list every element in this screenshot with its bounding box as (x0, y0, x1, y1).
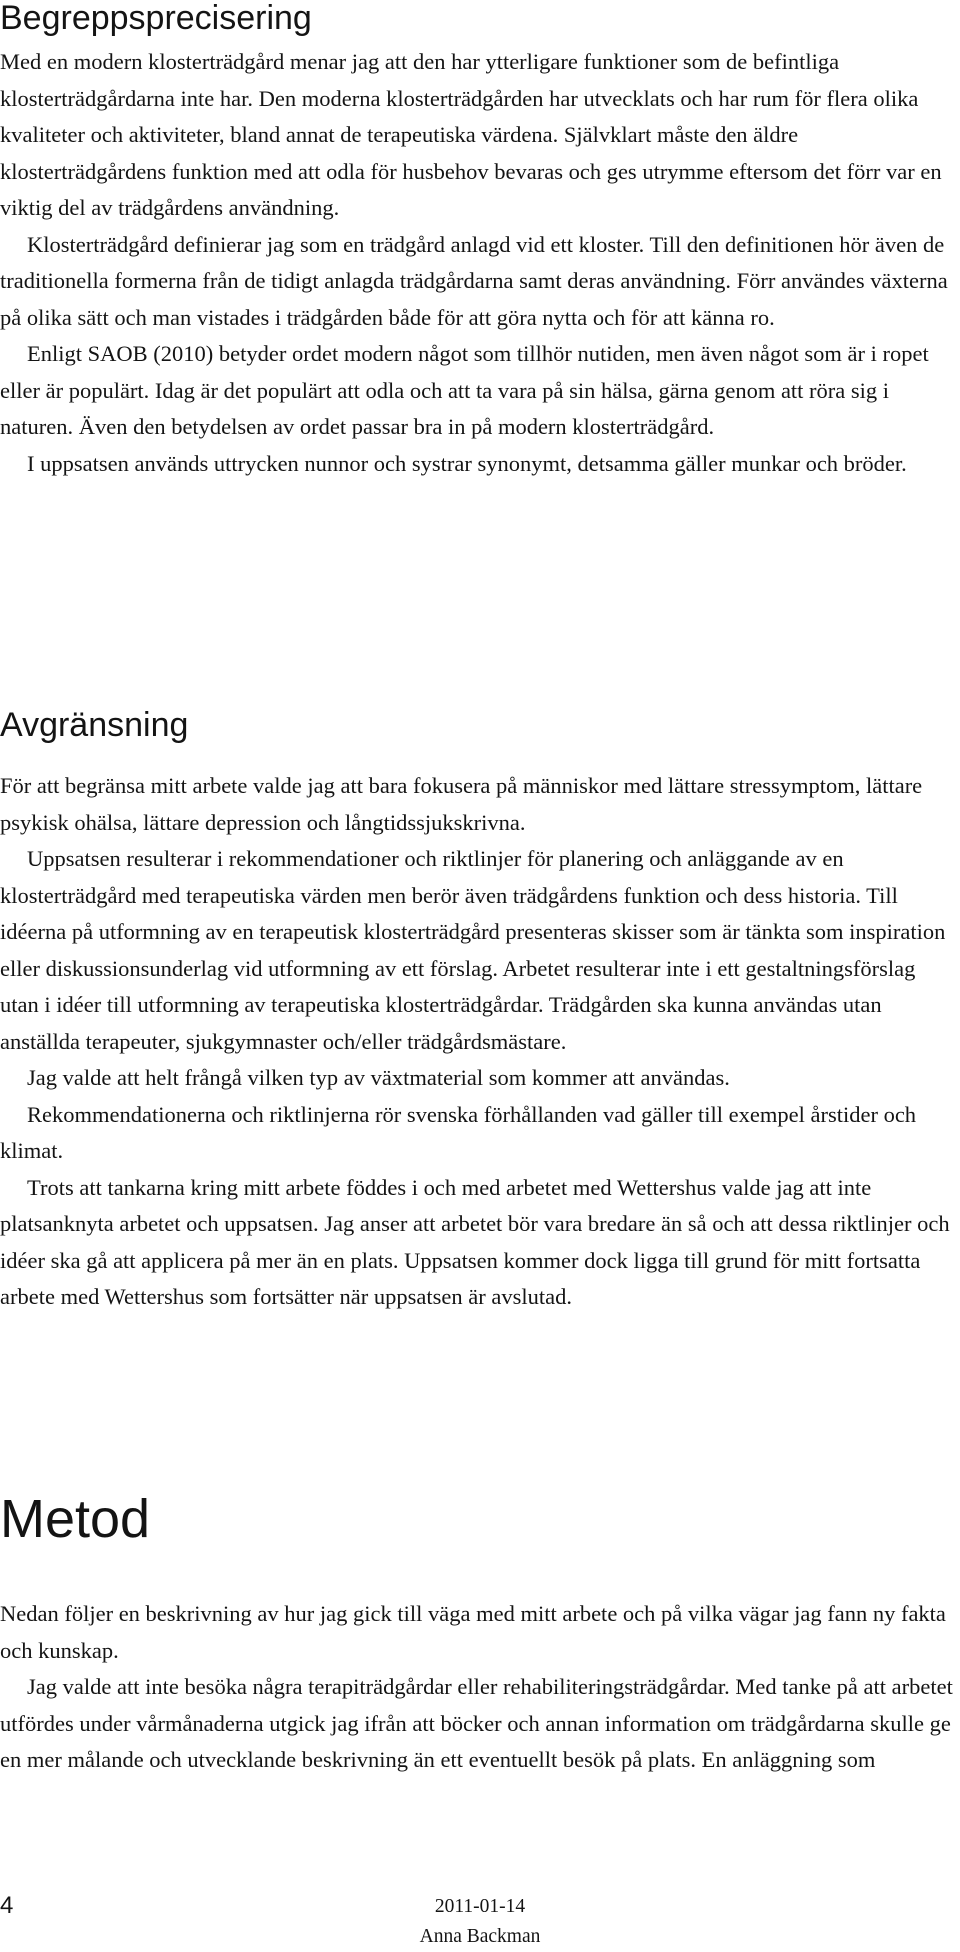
paragraph: I uppsatsen används uttrycken nunnor och systrar synonymt, detsamma gäller munkar och bröder. (27, 450, 907, 476)
paragraph: Trots att tankarna kring mitt arbete föddes i och med arbetet med Wettershus valde jag att inte platsanknyta arbetet och uppsatsen. Jag anser att arbetet bör vara bredare än så och att dessa riktlinjer och idéer ska gå att applicera på mer än en plats. Uppsatsen kommer dock ligga till grund för mitt fortsatta arbete med Wettershus som fortsätter när uppsatsen är avslutad. (0, 1174, 950, 1309)
footer-date: 2011-01-14 (434, 1896, 526, 1917)
paragraph: Jag valde att inte besöka några terapiträdgårdar eller rehabiliteringsträdgårdar. Med tanke på att arbetet utfördes under vårmånaderna utgick jag ifrån att böcker och annan information om trädgårdarna skulle ge en mer målande och utvecklande beskrivning än ett eventuellt besök på plats. En anläggning som (0, 1674, 953, 1772)
heading-begreppsprecisering: Begreppsprecisering (0, 0, 312, 37)
page-number: 4 (0, 1892, 14, 1919)
paragraph: Nedan följer en beskrivning av hur jag gick till väga med mitt arbete och på vilka vägar jag fann ny fakta och kunskap. (0, 1601, 946, 1663)
paragraph: För att begränsa mitt arbete valde jag att bara fokusera på människor med lättare stressymptom, lättare psykisk ohälsa, lättare depression och långtidssjukskrivna. (0, 773, 923, 835)
heading-metod: Metod (0, 1489, 151, 1549)
paragraph: Uppsatsen resulterar i rekommendationer och riktlinjer för planering och anläggande av en klosterträdgård med terapeutiska värden men berör även trädgårdens funktion och dess historia. Till idéerna på utformning av en terapeutisk klosterträdgård presenteras skisser som är tänkta som inspiration eller diskussionsunderlag vid utformning av ett förslag. Arbetet resulterar inte i ett gestaltningsförslag utan i idéer till utformning av terapeutiska klosterträdgårdar. Trädgården ska kunna användas utan anställda terapeuter, sjukgymnaster och/eller trädgårdsmästare. (0, 846, 946, 1054)
paragraph: Enligt SAOB (2010) betyder ordet modern något som tillhör nutiden, men även något som är i ropet eller är populärt. Idag är det populärt att odla och att ta vara på sin hälsa, gärna genom att röra sig i naturen. Även den betydelsen av ordet passar bra in på modern klosterträdgård. (0, 341, 929, 439)
section-avgransning (0, 768, 958, 1316)
footer-info (380, 1892, 580, 1952)
section-metod (0, 1596, 958, 1779)
paragraph: Rekommendationerna och riktlinjerna rör svenska förhållanden vad gäller till exempel årstider och klimat. (0, 1101, 917, 1163)
paragraph: Klosterträdgård definierar jag som en trädgård anlagd vid ett kloster. Till den definitionen hör även de traditionella formerna från de tidigt anlagda trädgårdarna samt deras användning. Förr användes växterna på olika sätt och man vistades i trädgården både för att göra nytta och för att känna ro. (0, 231, 948, 330)
paragraph: Jag valde att helt frångå vilken typ av växtmaterial som kommer att användas. (27, 1065, 730, 1090)
footer-author: Anna Backman (419, 1926, 541, 1947)
heading-avgransning: Avgränsning (0, 706, 189, 744)
section-begreppsprecisering (0, 44, 958, 482)
paragraph: Med en modern klosterträdgård menar jag att den har ytterligare funktioner som de befintliga klosterträdgårdarna inte har. Den moderna klosterträdgården har utvecklats och har rum för flera olika kvaliteter och aktiviteter, bland annat de terapeutiska värdena. Självklart måste den äldre klosterträdgårdens funktion med att odla för husbehov bevaras och ges utrymme eftersom det förr var en viktig del av trädgårdens användning. (0, 49, 942, 220)
